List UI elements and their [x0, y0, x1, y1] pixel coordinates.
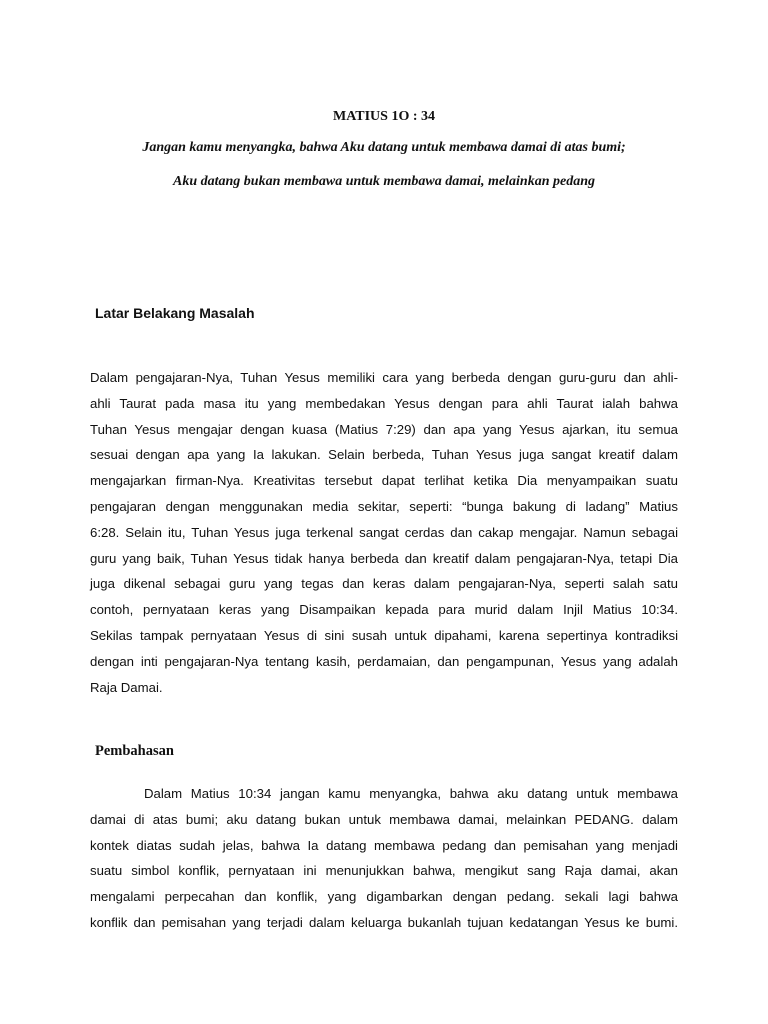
- paragraph-line: 6:28. Selain itu, Tuhan Yesus juga terkenal sangat cerdas dan cakap mengajar. Namun sebagai: [90, 524, 678, 540]
- section-heading-pembahasan: Pembahasan: [95, 743, 174, 759]
- verse-line-2: Aku datang bukan membawa untuk membawa damai, melainkan pedang: [172, 174, 596, 189]
- paragraph-line: Sekilas tampak pernyataan Yesus di sini susah untuk dipahami, karena sepertinya kontradiksi: [90, 627, 678, 643]
- paragraph-line: contoh, pernyataan keras yang Disampaikan kepada para murid dalam Injil Matius 10:34.: [90, 602, 678, 618]
- paragraph-line: pengajaran dengan menggunakan media sekitar, seperti: “bunga bakung di ladang” Matius: [90, 498, 678, 514]
- paragraph-line: dengan inti pengajaran-Nya tentang kasih, perdamaian, dan pengampunan, Yesus yang adalah: [90, 653, 678, 669]
- paragraph-line: Tuhan Yesus mengajar dengan kuasa (Matius 7:29) dan apa yang Yesus ajarkan, itu semua: [90, 421, 678, 437]
- paragraph-line: ahli Taurat pada masa itu yang membedakan Yesus dengan para ahli Taurat ialah bahwa: [90, 395, 678, 411]
- paragraph-line: mengalami perpecahan dan konflik, yang digambarkan dengan pedang. sekali lagi bahwa: [90, 889, 678, 905]
- paragraph-line: kontek diatas sudah jelas, bahwa Ia datang membawa pedang dan pemisahan yang menjadi: [90, 837, 678, 853]
- paragraph-latar-belakang: [90, 365, 678, 700]
- paragraph-line: mengajarkan firman-Nya. Kreativitas tersebut dapat terlihat ketika Dia menyampaikan suatu: [90, 473, 678, 489]
- title-block: [0, 108, 768, 207]
- paragraph-line: guru yang baik, Tuhan Yesus tidak hanya berbeda dan kreatif dalam pengajaran-Nya, tetapi Dia: [90, 550, 678, 566]
- paragraph-line: suatu simbol konflik, pernyataan ini menunjukkan bahwa, mengikut sang Raja damai, akan: [90, 863, 678, 879]
- paragraph-pembahasan: [90, 781, 678, 936]
- section-heading-latar-belakang: Latar Belakang Masalah: [95, 305, 255, 321]
- paragraph-line: damai di atas bumi; aku datang bukan untuk membawa damai, melainkan PEDANG. dalam: [90, 811, 678, 827]
- paragraph-line: konflik dan pemisahan yang terjadi dalam keluarga bukanlah tujuan kedatangan Yesus ke bumi.: [90, 914, 678, 930]
- page-title: MATIUS 1O : 34: [332, 109, 436, 124]
- paragraph-line: Raja Damai.: [90, 679, 163, 695]
- paragraph-line: Dalam Matius 10:34 jangan kamu menyangka, bahwa aku datang untuk membawa: [144, 786, 678, 801]
- verse-line-1: Jangan kamu menyangka, bahwa Aku datang untuk membawa damai di atas bumi;: [142, 140, 626, 155]
- paragraph-line: sesuai dengan apa yang Ia lakukan. Selain berbeda, Tuhan Yesus juga sangat kreatif dalam: [90, 447, 678, 463]
- paragraph-line: juga dikenal sebagai guru yang tegas dan keras dalam pengajaran-Nya, seperti salah satu: [90, 576, 678, 592]
- paragraph-line: Dalam pengajaran-Nya, Tuhan Yesus memiliki cara yang berbeda dengan guru-guru dan ahli-: [90, 370, 678, 385]
